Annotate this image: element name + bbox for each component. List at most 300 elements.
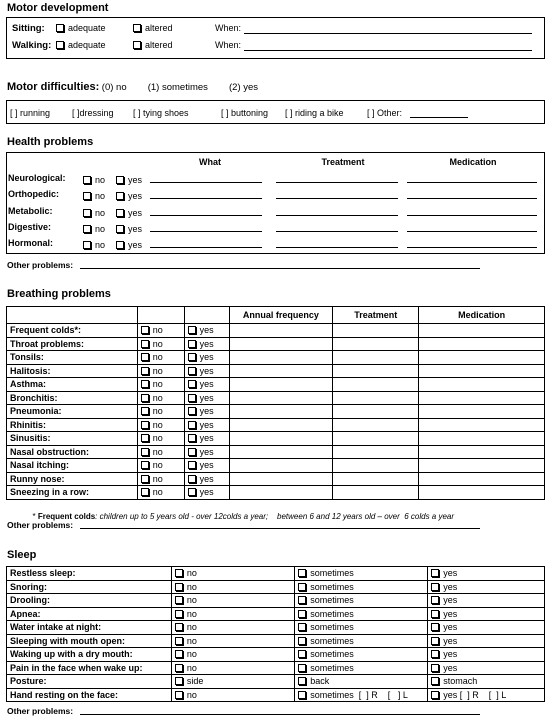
breathing-entry-cell[interactable] <box>333 445 419 459</box>
breathing-entry-cell[interactable] <box>229 337 333 351</box>
option-label: no <box>95 175 106 185</box>
checkbox[interactable] <box>83 241 91 249</box>
health-row-label: Orthopedic: <box>8 189 59 200</box>
health-no-option[interactable] <box>83 224 105 234</box>
option-label: yes <box>199 392 214 403</box>
sleep-option-cell[interactable] <box>295 634 428 648</box>
checkbox[interactable] <box>431 691 439 699</box>
option-label: yes <box>199 352 214 363</box>
health-entry-line[interactable] <box>407 215 537 216</box>
health-yes-option[interactable] <box>116 240 142 250</box>
breathing-yes-cell[interactable] <box>184 459 229 473</box>
breathing-entry-cell[interactable] <box>229 432 333 446</box>
breathing-entry-cell[interactable] <box>419 378 545 392</box>
breathing-row <box>7 378 545 392</box>
health-row-label: Metabolic: <box>8 205 53 216</box>
checkbox[interactable] <box>188 434 196 442</box>
sleep-row-label: Apnea: <box>7 607 172 621</box>
option-label: no <box>186 635 197 646</box>
option-label: sometimes <box>310 635 354 646</box>
breathing-entry-cell[interactable] <box>229 364 333 378</box>
breathing-no-cell[interactable] <box>137 324 184 338</box>
checkbox[interactable] <box>141 461 149 469</box>
option-label: no <box>186 622 197 633</box>
checkbox[interactable] <box>188 340 196 348</box>
option-label: no <box>152 406 163 417</box>
checkbox[interactable] <box>175 623 183 631</box>
option-label: no <box>186 649 197 660</box>
sleep-option-cell[interactable] <box>428 567 545 581</box>
health-other-label: Other problems: <box>7 260 74 270</box>
health-entry-line[interactable] <box>150 231 262 232</box>
checkbox[interactable] <box>141 407 149 415</box>
breathing-header-cell <box>137 307 184 324</box>
breathing-entry-cell[interactable] <box>229 459 333 473</box>
sleep-title: Sleep <box>7 549 37 561</box>
option-label: no <box>95 207 106 218</box>
breathing-no-cell[interactable] <box>137 391 184 405</box>
checkbox[interactable] <box>298 691 306 699</box>
breathing-entry-cell[interactable] <box>333 337 419 351</box>
difficulty-item[interactable]: [ ] running <box>10 108 51 118</box>
checkbox[interactable] <box>298 596 306 604</box>
health-entry-line[interactable] <box>150 182 262 183</box>
breathing-entry-cell[interactable] <box>229 445 333 459</box>
checkbox[interactable] <box>188 448 196 456</box>
breathing-no-cell[interactable] <box>137 418 184 432</box>
option-label: yes <box>443 608 458 619</box>
option-label: stomach <box>443 676 478 687</box>
breathing-yes-cell[interactable] <box>184 391 229 405</box>
breathing-yes-cell[interactable] <box>184 486 229 500</box>
option-label: yes <box>199 406 214 417</box>
breathing-entry-cell[interactable] <box>419 364 545 378</box>
breathing-entry-cell[interactable] <box>333 324 419 338</box>
option-label: no <box>152 352 163 363</box>
health-no-option[interactable] <box>83 240 105 250</box>
sleep-row-label: Snoring: <box>7 580 172 594</box>
checkbox[interactable] <box>116 209 124 217</box>
health-title: Health problems <box>7 136 94 148</box>
sleep-row <box>7 607 545 621</box>
breathing-no-cell[interactable] <box>137 337 184 351</box>
option-label: no <box>95 223 106 234</box>
breathing-entry-cell[interactable] <box>229 486 333 500</box>
breathing-entry-cell[interactable] <box>419 391 545 405</box>
health-yes-option[interactable] <box>116 175 142 185</box>
option-label: no <box>152 446 163 457</box>
breathing-no-cell[interactable] <box>137 472 184 486</box>
motor-when-label: When: <box>215 23 242 33</box>
checkbox[interactable] <box>175 637 183 645</box>
health-entry-line[interactable] <box>276 231 398 232</box>
checkbox[interactable] <box>431 569 439 577</box>
option-label: sometimes <box>310 581 354 592</box>
sleep-option-cell[interactable] <box>428 675 545 689</box>
checkbox[interactable] <box>83 225 91 233</box>
motor-when-line[interactable] <box>244 50 532 51</box>
health-header: Medication <box>449 157 497 167</box>
checkbox[interactable] <box>298 677 306 685</box>
breathing-row-label: Pneumonia: <box>7 405 138 419</box>
health-entry-line[interactable] <box>407 182 537 183</box>
health-yes-option[interactable] <box>116 191 142 201</box>
sleep-row-label: Restless sleep: <box>7 567 172 581</box>
option-label: no <box>152 487 163 498</box>
sleep-row-label: Hand resting on the face: <box>7 688 172 702</box>
health-no-option[interactable] <box>83 191 105 201</box>
option-label: sometimes <box>310 608 354 619</box>
health-entry-line[interactable] <box>407 198 537 199</box>
sleep-row <box>7 648 545 662</box>
breathing-entry-cell[interactable] <box>333 351 419 365</box>
checkbox[interactable] <box>141 434 149 442</box>
option-label: no <box>152 473 163 484</box>
sleep-row <box>7 688 545 702</box>
breathing-entry-cell[interactable] <box>333 432 419 446</box>
health-entry-line[interactable] <box>276 215 398 216</box>
sleep-option-cell[interactable] <box>428 634 545 648</box>
health-no-option[interactable] <box>83 175 105 185</box>
health-entry-line[interactable] <box>276 198 398 199</box>
breathing-entry-cell[interactable] <box>333 364 419 378</box>
breathing-entry-cell[interactable] <box>333 459 419 473</box>
breathing-header-row <box>7 307 545 324</box>
breathing-entry-cell[interactable] <box>229 405 333 419</box>
sleep-option-cell[interactable] <box>295 580 428 594</box>
sleep-option-cell[interactable] <box>171 567 294 581</box>
health-entry-line[interactable] <box>407 247 537 248</box>
breathing-row <box>7 432 545 446</box>
sleep-option-cell[interactable] <box>428 688 545 702</box>
sleep-option-cell[interactable] <box>428 580 545 594</box>
checkbox[interactable] <box>175 610 183 618</box>
option-label: back <box>310 676 330 687</box>
health-entry-line[interactable] <box>276 182 398 183</box>
option-label: yes <box>443 662 458 673</box>
sleep-row <box>7 634 545 648</box>
sleep-option-cell[interactable] <box>295 567 428 581</box>
checkbox[interactable] <box>141 326 149 334</box>
breathing-row <box>7 459 545 473</box>
option-label: no <box>95 191 106 202</box>
breathing-entry-cell[interactable] <box>333 378 419 392</box>
health-box <box>6 152 545 254</box>
checkbox[interactable] <box>141 448 149 456</box>
checkbox[interactable] <box>56 24 64 32</box>
checkbox[interactable] <box>298 637 306 645</box>
checkbox[interactable] <box>431 650 439 658</box>
checkbox[interactable] <box>83 209 91 217</box>
checkbox[interactable] <box>141 380 149 388</box>
breathing-row-label: Nasal obstruction: <box>7 445 138 459</box>
breathing-row <box>7 472 545 486</box>
breathing-no-cell[interactable] <box>137 378 184 392</box>
sleep-option-cell[interactable] <box>171 634 294 648</box>
checkbox[interactable] <box>298 569 306 577</box>
health-yes-option[interactable] <box>116 224 142 234</box>
breathing-entry-cell[interactable] <box>419 486 545 500</box>
difficulties-scale: (0) no (1) sometimes (2) yes <box>101 82 259 93</box>
breathing-row-label: Asthma: <box>7 378 138 392</box>
sleep-option-cell[interactable] <box>171 580 294 594</box>
breathing-entry-cell[interactable] <box>333 418 419 432</box>
option-label: sometimes <box>310 595 354 606</box>
option-label: yes <box>199 379 214 390</box>
breathing-no-cell[interactable] <box>137 459 184 473</box>
option-label: no <box>186 662 197 673</box>
motor-row-label: Sitting: <box>12 23 45 34</box>
breathing-entry-cell[interactable] <box>333 405 419 419</box>
option-label: yes <box>443 649 458 660</box>
checkbox[interactable] <box>431 677 439 685</box>
breathing-yes-cell[interactable] <box>184 418 229 432</box>
breathing-entry-cell[interactable] <box>229 418 333 432</box>
breathing-entry-cell[interactable] <box>229 472 333 486</box>
checkbox[interactable] <box>141 421 149 429</box>
checkbox[interactable] <box>188 475 196 483</box>
checkbox[interactable] <box>116 225 124 233</box>
breathing-entry-cell[interactable] <box>419 324 545 338</box>
checkbox[interactable] <box>175 596 183 604</box>
option-label: no <box>152 392 163 403</box>
option-label: altered <box>145 23 173 33</box>
health-entry-line[interactable] <box>407 231 537 232</box>
health-entry-line[interactable] <box>150 215 262 216</box>
checkbox[interactable] <box>141 488 149 496</box>
option-label: yes <box>199 365 214 376</box>
breathing-row-label: Nasal itching: <box>7 459 138 473</box>
breathing-no-cell[interactable] <box>137 432 184 446</box>
sleep-option-cell[interactable] <box>171 675 294 689</box>
checkbox[interactable] <box>431 596 439 604</box>
option-label: yes <box>443 581 458 592</box>
sleep-option-cell[interactable] <box>428 594 545 608</box>
breathing-yes-cell[interactable] <box>184 378 229 392</box>
sleep-option-cell[interactable] <box>428 648 545 662</box>
breathing-entry-cell[interactable] <box>419 445 545 459</box>
breathing-no-cell[interactable] <box>137 445 184 459</box>
checkbox[interactable] <box>175 691 183 699</box>
checkbox[interactable] <box>83 192 91 200</box>
breathing-no-cell[interactable] <box>137 364 184 378</box>
sleep-other-line[interactable] <box>80 714 480 715</box>
breathing-row <box>7 486 545 500</box>
checkbox[interactable] <box>298 664 306 672</box>
checkbox[interactable] <box>175 650 183 658</box>
checkbox[interactable] <box>141 394 149 402</box>
checkbox[interactable] <box>175 664 183 672</box>
option-label: no <box>152 325 163 336</box>
health-entry-line[interactable] <box>276 247 398 248</box>
health-yes-option[interactable] <box>116 208 142 218</box>
health-entry-line[interactable] <box>150 247 262 248</box>
sleep-option-cell[interactable] <box>171 607 294 621</box>
sleep-option-cell[interactable] <box>171 621 294 635</box>
health-other-line[interactable] <box>80 268 480 269</box>
breathing-entry-cell[interactable] <box>419 432 545 446</box>
option-label: yes <box>199 460 214 471</box>
option-label: adequate <box>68 40 106 50</box>
sleep-option-cell[interactable] <box>428 621 545 635</box>
breathing-entry-cell[interactable] <box>419 337 545 351</box>
health-row-label: Neurological: <box>8 173 66 183</box>
checkbox[interactable] <box>175 677 183 685</box>
breathing-row-label: Sneezing in a row: <box>7 486 138 500</box>
sleep-option-cell[interactable] <box>295 607 428 621</box>
breathing-other-line[interactable] <box>80 528 480 529</box>
difficulty-other-line[interactable] <box>410 117 468 118</box>
motor-option-altered[interactable] <box>133 23 173 33</box>
motor-option-altered[interactable] <box>133 40 173 50</box>
checkbox[interactable] <box>188 380 196 388</box>
sleep-option-cell[interactable] <box>295 675 428 689</box>
checkbox[interactable] <box>133 24 141 32</box>
motor-option-adequate[interactable] <box>56 40 106 50</box>
breathing-header-cell: Treatment <box>333 307 419 324</box>
checkbox[interactable] <box>116 192 124 200</box>
sleep-option-cell[interactable] <box>171 648 294 662</box>
breathing-entry-cell[interactable] <box>229 391 333 405</box>
checkbox[interactable] <box>431 637 439 645</box>
breathing-entry-cell[interactable] <box>419 405 545 419</box>
checkbox[interactable] <box>431 610 439 618</box>
health-no-option[interactable] <box>83 208 105 218</box>
option-label: yes <box>199 338 214 349</box>
checkbox[interactable] <box>298 610 306 618</box>
sleep-row <box>7 661 545 675</box>
checkbox[interactable] <box>116 176 124 184</box>
checkbox[interactable] <box>175 569 183 577</box>
checkbox[interactable] <box>56 41 64 49</box>
option-label: no <box>186 689 197 700</box>
sleep-option-cell[interactable] <box>428 661 545 675</box>
option-label: no <box>152 433 163 444</box>
checkbox[interactable] <box>188 367 196 375</box>
checkbox[interactable] <box>431 664 439 672</box>
breathing-no-cell[interactable] <box>137 486 184 500</box>
sleep-option-cell[interactable] <box>295 594 428 608</box>
breathing-no-cell[interactable] <box>137 351 184 365</box>
breathing-row <box>7 391 545 405</box>
breathing-entry-cell[interactable] <box>333 486 419 500</box>
sleep-option-cell[interactable] <box>171 594 294 608</box>
breathing-entry-cell[interactable] <box>419 418 545 432</box>
option-label: yes <box>128 207 143 218</box>
sleep-option-cell[interactable] <box>295 648 428 662</box>
difficulty-item[interactable]: [ ] tying shoes <box>133 108 189 118</box>
checkbox[interactable] <box>188 326 196 334</box>
option-label: yes [ ] R [ ] L <box>443 689 507 700</box>
motor-when-line[interactable] <box>244 33 532 34</box>
option-label: yes <box>128 191 143 202</box>
breathing-entry-cell[interactable] <box>419 459 545 473</box>
checkbox[interactable] <box>141 340 149 348</box>
checkbox[interactable] <box>298 583 306 591</box>
motor-option-adequate[interactable] <box>56 23 106 33</box>
checkbox[interactable] <box>141 353 149 361</box>
option-label: yes <box>128 240 143 251</box>
checkbox[interactable] <box>175 583 183 591</box>
sleep-row-label: Posture: <box>7 675 172 689</box>
checkbox[interactable] <box>298 650 306 658</box>
option-label: no <box>152 379 163 390</box>
sleep-other-label: Other problems: <box>7 706 74 716</box>
checkbox[interactable] <box>188 488 196 496</box>
breathing-yes-cell[interactable] <box>184 445 229 459</box>
option-label: no <box>186 581 197 592</box>
breathing-entry-cell[interactable] <box>419 472 545 486</box>
sleep-option-cell[interactable] <box>428 607 545 621</box>
checkbox[interactable] <box>141 367 149 375</box>
difficulty-item[interactable]: [ ] buttoning <box>221 108 269 118</box>
sleep-option-cell[interactable] <box>171 688 294 702</box>
breathing-yes-cell[interactable] <box>184 472 229 486</box>
breathing-header-cell: Medication <box>419 307 545 324</box>
breathing-yes-cell[interactable] <box>184 351 229 365</box>
checkbox[interactable] <box>116 241 124 249</box>
breathing-entry-cell[interactable] <box>229 378 333 392</box>
checkbox[interactable] <box>141 475 149 483</box>
difficulty-item[interactable]: [ ]dressing <box>72 108 114 118</box>
breathing-yes-cell[interactable] <box>184 337 229 351</box>
breathing-row <box>7 445 545 459</box>
note-bold: Frequent colds <box>37 512 96 521</box>
breathing-yes-cell[interactable] <box>184 324 229 338</box>
breathing-row-label: Throat problems: <box>7 337 138 351</box>
difficulty-item[interactable]: [ ] Other: <box>367 108 403 118</box>
breathing-no-cell[interactable] <box>137 405 184 419</box>
health-entry-line[interactable] <box>150 198 262 199</box>
checkbox[interactable] <box>298 623 306 631</box>
checkbox[interactable] <box>188 421 196 429</box>
checkbox[interactable] <box>431 623 439 631</box>
checkbox[interactable] <box>133 41 141 49</box>
checkbox[interactable] <box>188 407 196 415</box>
note-text: : children up to 5 years old - over 12colds a year; between 6 and 12 years old – over 6 colds a year <box>95 512 455 521</box>
sleep-option-cell[interactable] <box>295 688 428 702</box>
option-label: no <box>152 460 163 471</box>
breathing-entry-cell[interactable] <box>333 472 419 486</box>
option-label: yes <box>128 175 143 185</box>
option-label: yes <box>199 446 214 457</box>
breathing-row <box>7 351 545 365</box>
option-label: no <box>152 419 163 430</box>
sleep-option-cell[interactable] <box>295 621 428 635</box>
breathing-entry-cell[interactable] <box>229 351 333 365</box>
checkbox[interactable] <box>431 583 439 591</box>
option-label: yes <box>128 223 143 234</box>
breathing-entry-cell[interactable] <box>229 324 333 338</box>
option-label: altered <box>145 40 173 50</box>
checkbox[interactable] <box>188 353 196 361</box>
breathing-yes-cell[interactable] <box>184 405 229 419</box>
breathing-row-label: Sinusitis: <box>7 432 138 446</box>
breathing-yes-cell[interactable] <box>184 432 229 446</box>
option-label: yes <box>443 595 458 606</box>
breathing-entry-cell[interactable] <box>419 351 545 365</box>
sleep-option-cell[interactable] <box>171 661 294 675</box>
breathing-yes-cell[interactable] <box>184 364 229 378</box>
breathing-entry-cell[interactable] <box>333 391 419 405</box>
checkbox[interactable] <box>188 461 196 469</box>
checkbox[interactable] <box>83 176 91 184</box>
health-header: Treatment <box>321 157 365 167</box>
sleep-option-cell[interactable] <box>295 661 428 675</box>
difficulty-item[interactable]: [ ] riding a bike <box>285 108 344 118</box>
checkbox[interactable] <box>188 394 196 402</box>
breathing-row <box>7 418 545 432</box>
